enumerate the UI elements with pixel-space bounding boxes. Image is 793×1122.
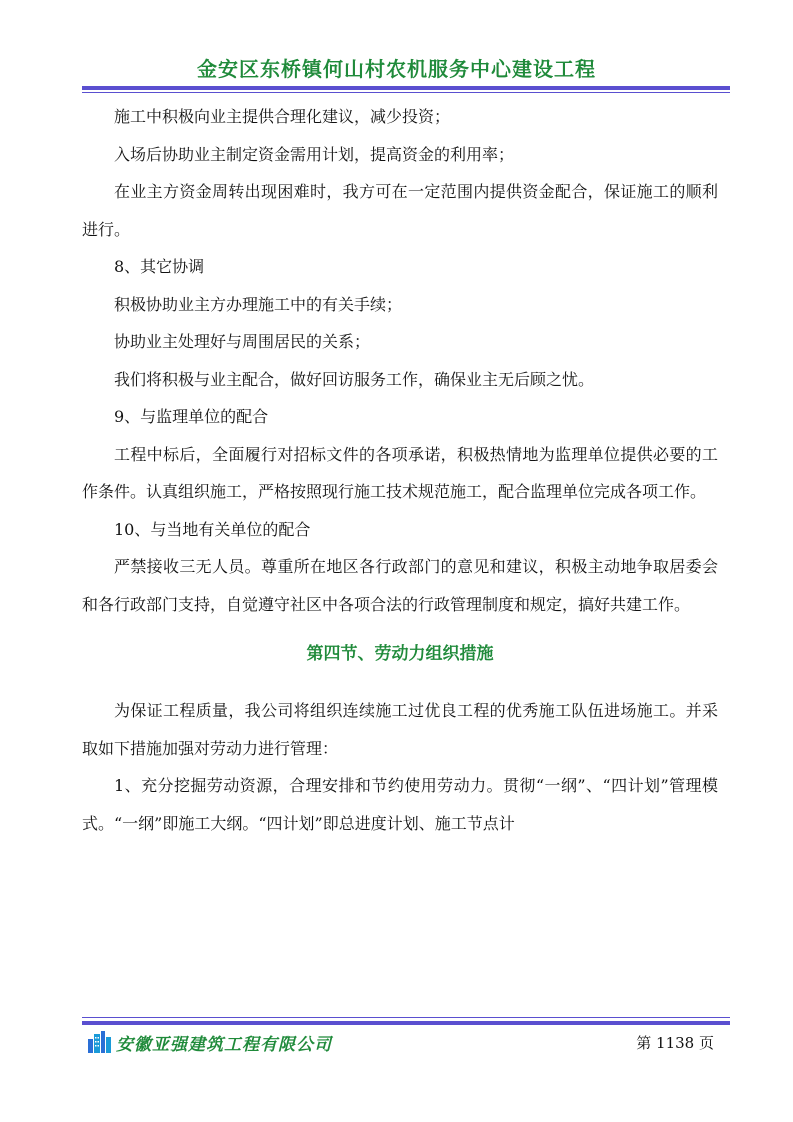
paragraph: 我们将积极与业主配合，做好回访服务工作，确保业主无后顾之忧。 [114, 369, 595, 389]
paragraph: 协助业主处理好与周围居民的关系； [114, 332, 371, 351]
paragraph: 严禁接收三无人员。尊重所在地区各行政部门的意见和建议，积极主动地争取居委会和各行政部门支持，自觉遵守社区中各项合法的行政管理制度和规定，搞好共建工作。 [82, 557, 718, 614]
header-rule-thin [82, 92, 730, 93]
section-heading: 第四节、劳动力组织措施 [306, 644, 494, 664]
footer-page-number: 第 1138 页 [636, 1034, 714, 1052]
building-logo-icon [86, 1031, 112, 1053]
subheading-supervision-coordination: 9、与监理单位的配合 [114, 407, 269, 426]
paragraph: 在业主方资金周转出现困难时，我方可在一定范围内提供资金配合，保证施工的顺利进行。 [82, 182, 718, 239]
paragraph: 积极协助业主方办理施工中的有关手续； [114, 294, 403, 314]
footer-company-name: 安徽亚强建筑工程有限公司 [116, 1035, 332, 1055]
paragraph: 工程中标后，全面履行对招标文件的各项承诺，积极热情地为监理单位提供必要的工作条件。认真组织施工，严格按照现行施工技术规范施工，配合监理单位完成各项工作。 [82, 444, 718, 501]
subheading-local-units-coordination: 10、与当地有关单位的配合 [114, 519, 311, 539]
document-body [82, 98, 718, 842]
footer-rule-thick [82, 1021, 730, 1025]
page-header-title: 金安区东桥镇何山村农机服务中心建设工程 [197, 57, 596, 81]
header-rule-thick [82, 86, 730, 90]
subheading-other-coordination: 8、其它协调 [114, 257, 205, 276]
paragraph: 入场后协助业主制定资金需用计划，提高资金的利用率； [114, 144, 515, 164]
paragraph: 施工中积极向业主提供合理化建议，减少投资； [114, 107, 451, 126]
paragraph: 为保证工程质量，我公司将组织连续施工过优良工程的优秀施工队伍进场施工。并采取如下措施加强对劳动力进行管理： [82, 701, 718, 758]
footer-rule-thin [82, 1017, 730, 1018]
paragraph: 1、充分挖掘劳动资源，合理安排和节约使用劳动力。贯彻“一纲”、“四计划”管理模式。“一纲”即施工大纲。“四计划”即总进度计划、施工节点计 [82, 776, 718, 833]
